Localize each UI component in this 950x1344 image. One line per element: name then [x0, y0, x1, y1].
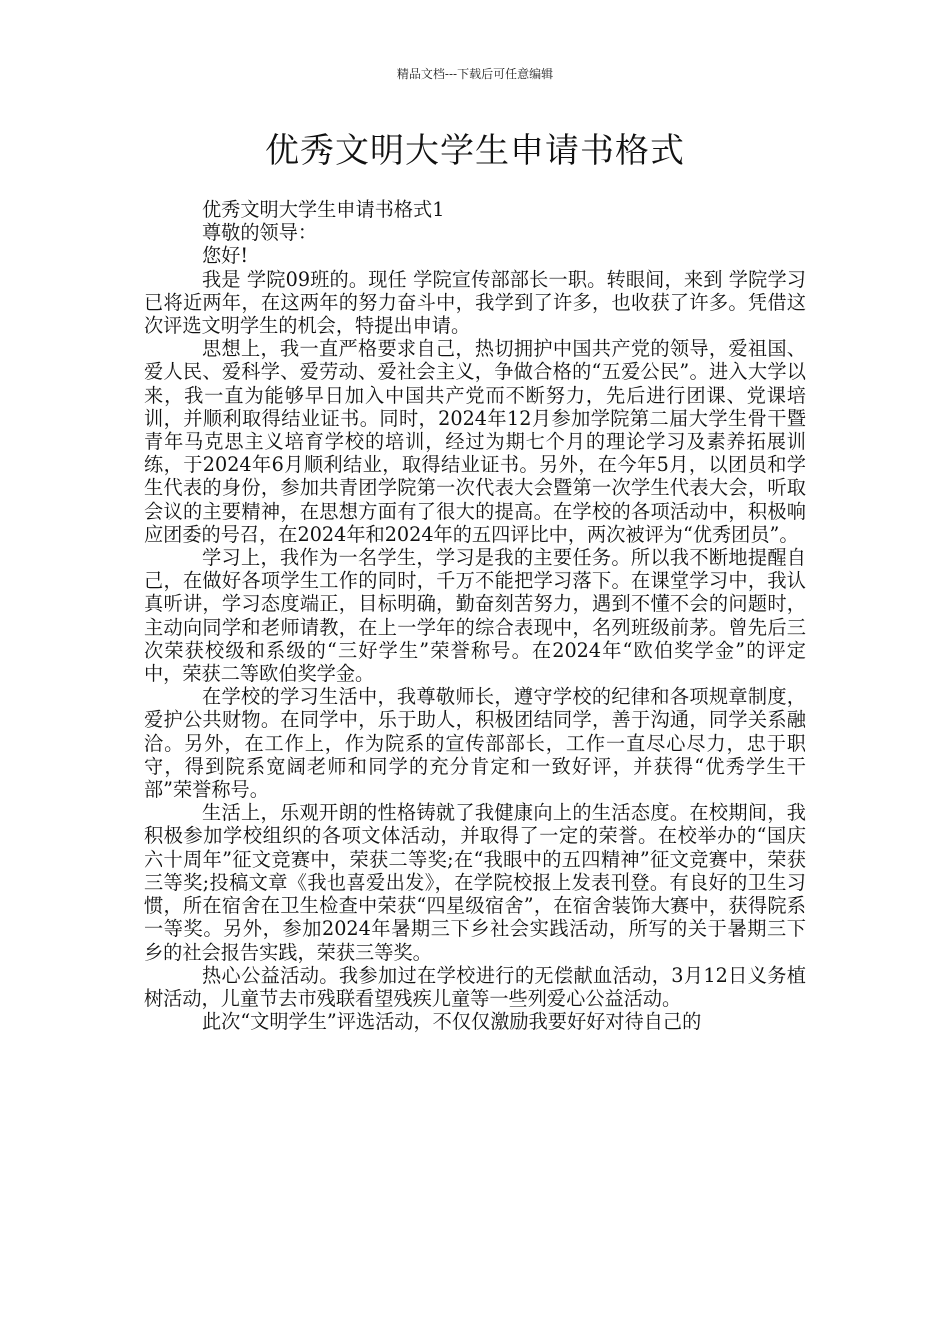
document-title: 优秀文明大学生申请书格式 [265, 131, 685, 171]
paragraph-greeting: 您好! [202, 244, 249, 268]
paragraph-salutation: 尊敬的领导： [202, 221, 318, 245]
paragraph-public-welfare: 热心公益活动。我参加过在学校进行的无偿献血活动，3月12日义务植树活动，儿童节去市残联看望残疾儿童等一些列爱心公益活动。 [144, 963, 806, 1010]
paragraph-school-life: 在学校的学习生活中，我尊敬师长，遵守学校的纪律和各项规章制度，爱护公共财物。在同学中，乐于助人，积极团结同学，善于沟通，同学关系融洽。另外，在工作上，作为院系的宣传部部长，工作一直尽心尽力，忠于职守，得到院系宽阔老师和同学的充分肯定和一致好评，并获得“优秀学生干部”荣誉称号。 [144, 685, 806, 802]
document-body [144, 198, 806, 1033]
paragraph-daily-life: 生活上，乐观开朗的性格铸就了我健康向上的生活态度。在校期间，我积极参加学校组织的各项文体活动，并取得了一定的荣誉。在校举办的“国庆六十周年”征文竞赛中，荣获二等奖;在“我眼中的五四精神”征文竞赛中，荣获三等奖;投稿文章《我也喜爱出发》，在学院校报上发表刊登。有良好的卫生习惯，所在宿舍在卫生检查中荣获“四星级宿舍”，在宿舍装饰大赛中，获得院系一等奖。另外，参加2024年暑期三下乡社会实践活动，所写的关于暑期三下乡的社会报告实践，荣获三等奖。 [144, 801, 806, 964]
paragraph-subtitle: 优秀文明大学生申请书格式1 [202, 198, 445, 221]
paragraph-study: 学习上，我作为一名学生，学习是我的主要任务。所以我不断地提醒自己，在做好各项学生工作的同时，千万不能把学习落下。在课堂学习中，我认真听讲，学习态度端正，目标明确，勤奋刻苦努力，遇到不懂不会的问题时，主动向同学和老师请教，在上一学年的综合表现中，名列班级前茅。曾先后三次荣获校级和系级的“三好学生”荣誉称号。在2024年“欧伯奖学金”的评定中，荣获二等欧伯奖学金。 [144, 546, 806, 686]
paragraph-introduction: 我是 学院09班的。现任 学院宣传部部长一职。转眼间，来到 学院学习已将近两年，在这两年的努力奋斗中，我学到了许多，也收获了许多。凭借这次评选文明学生的机会，特提出申请。 [144, 267, 806, 338]
header-note: 精品文档---下载后可任意编辑 [396, 67, 554, 81]
paragraph-closing: 此次“文明学生”评选活动，不仅仅激励我要好好对待自己的 [202, 1010, 702, 1034]
paragraph-ideology: 思想上，我一直严格要求自己，热切拥护中国共产党的领导，爱祖国、爱人民、爱科学、爱劳动、爱社会主义，争做合格的“五爱公民”。进入大学以来，我一直为能够早日加入中国共产党而不断努力，先后进行团课、党课培训，并顺利取得结业证书。同时，2024年12月参加学院第二届大学生骨干暨青年马克思主义培育学校的培训，经过为期七个月的理论学习及素养拓展训练，于2024年6月顺利结业，取得结业证书。另外，在今年5月，以团员和学生代表的身份，参加共青团学院第一次代表大会暨第一次学生代表大会，听取会议的主要精神，在思想方面有了很大的提高。在学校的各项活动中，积极响应团委的号召，在2024年和2024年的五四评比中，两次被评为“优秀团员”。 [144, 337, 806, 546]
